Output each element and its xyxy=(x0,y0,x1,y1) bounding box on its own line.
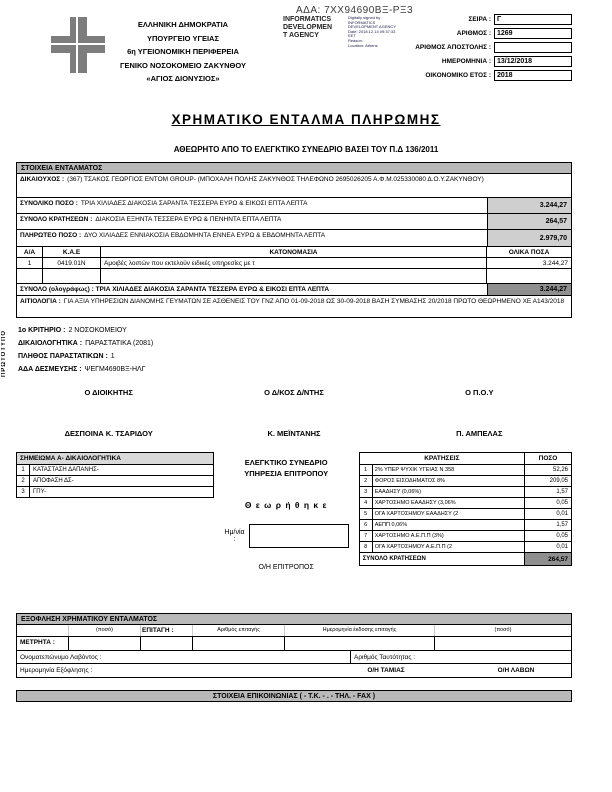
kae-data-row xyxy=(17,258,571,269)
ada-commitment-value: ΨΕΓΜ4690ΒΞ-ΗΛΓ xyxy=(84,366,146,373)
note-a-row-text: ΑΠΟΦΑΣΗ ΔΣ- xyxy=(33,478,74,484)
kae-header-name: ΚΑΤΟΝΟΜΑΣΙΑ xyxy=(101,247,487,258)
seira-value: Γ xyxy=(494,14,572,25)
deduction-amount: 0,05 xyxy=(556,500,568,506)
meta-row-apostolis xyxy=(382,42,572,53)
total-amount-words: ΤΡΙΑ ΧΙΛΙΑΔΕΣ ΔΙΑΚΟΣΙΑ ΣΑΡΑΝΤΑ ΤΕΣΣΕΡΑ ΕΥΡΩ & ΕΙΚΟΣΙ ΕΠΤΑ ΛΕΠΤΑ xyxy=(80,200,308,207)
stamp-detail-line: Date: 2018.12.14 09:37:33 xyxy=(348,28,396,34)
total-amount-row xyxy=(17,198,571,214)
deduction-name: ΕΑΑΔΗΣΥ (0,06%) xyxy=(373,487,525,497)
org-line-1: ΕΛΛΗΝΙΚΗ ΔΗΜΟΚΡΑΤΙΑ xyxy=(137,20,229,29)
deduction-row xyxy=(360,542,571,553)
org-line-4: ΓΕΝΙΚΟ ΝΟΣΟΚΟΜΕΙΟ ΖΑΚΥΝΘΟΥ xyxy=(119,60,247,70)
docs-count-label: ΠΛΗΘΟΣ ΠΑΡΑΣΤΑΤΙΚΩΝ : xyxy=(18,353,108,360)
deduction-row xyxy=(360,487,571,498)
kae-total-words: ΤΡΙΑ ΧΙΛΙΑΔΕΣ ΔΙΑΚΟΣΙΑ ΣΑΡΑΝΤΑ ΤΕΣΣΕΡΑ ΕΥΡΩ & ΕΙΚΟΣΙ ΕΠΤΑ ΛΕΠΤΑ xyxy=(95,286,330,293)
kae-empty-cell xyxy=(17,269,43,283)
deduction-num: 1 xyxy=(360,465,373,475)
kae-empty-cell xyxy=(43,269,101,283)
settlement-date-label: Ημερομηνία Εξόφλησης : xyxy=(20,667,93,674)
payee-identity-row xyxy=(17,650,571,663)
supporting-docs-value: ΠΑΡΑΣΤΑΤΙΚΑ (2081) xyxy=(85,340,154,347)
stamp-agency-name xyxy=(283,16,345,48)
signature-names-row xyxy=(16,429,572,438)
cheque-issue-date-cell xyxy=(285,636,435,650)
signature-titles-row xyxy=(16,388,572,397)
audit-court-block xyxy=(224,452,349,571)
beneficiary-value: (367) ΤΣΑΚΟΣ ΓΕΩΡΓΙΟΣ ΕΝΤΟΜ GROUP- (ΜΠΟΧΑΛΗ ΠΟΛΗΣ ΖΑΚΥΝΘΟΣ ΤΗΛΕΦΩΝΟ 2695026205 Α.Φ.Μ.025330080 Δ.Ο.Υ.ΖΑΚΥΝΘΟΥ) xyxy=(67,176,484,183)
deductions-total-label: ΣΥΝΟΛΟ ΚΡΑΤΗΣΕΩΝ xyxy=(360,553,525,565)
kae-empty-row xyxy=(17,269,571,283)
info-lines xyxy=(18,324,572,376)
deduction-name: ΧΑΡΤΟΣΗΜΟ ΕΑΑΔΗΣΥ (3,06% xyxy=(373,498,525,508)
org-line-5: «ΑΓΙΟΣ ΔΙΟΝΥΣΙΟΣ» xyxy=(146,74,220,83)
kae-header-row xyxy=(17,247,571,258)
meta-row-imerominia xyxy=(382,56,572,67)
stamp-detail-line: DEVELOPMENT AGENCY xyxy=(348,24,396,30)
arithmos-value: 1269 xyxy=(494,28,572,39)
signature-title-commander: Ο ΔΙΟΙΚΗΤΗΣ xyxy=(84,388,133,397)
meta-label: ΣΕΙΡΑ : xyxy=(468,16,491,23)
deduction-amount: 0,01 xyxy=(556,544,568,550)
deductions-total-value: 264,57 xyxy=(487,214,571,229)
ada-commitment-line xyxy=(18,363,572,376)
deduction-num: 4 xyxy=(360,498,373,508)
deduction-num: 3 xyxy=(360,487,373,497)
stamp-detail-line: INFORMATICS xyxy=(348,19,376,25)
meta-row-arithmos xyxy=(382,28,572,39)
payee-id-label: Αριθμός Ταυτότητας : xyxy=(354,653,416,661)
total-amount-label: ΣΥΝΟΛΙΚΟ ΠΟΣΟ : xyxy=(20,200,78,207)
bottom-three-columns xyxy=(16,452,572,571)
meta-row-etos xyxy=(382,70,572,81)
note-a-row-num: 1 xyxy=(17,465,30,475)
kae-empty-cell xyxy=(101,269,487,283)
cheque-issue-date-header: Ημερομηνία έκδοσης επιταγής xyxy=(285,625,435,636)
deduction-amount: 209,05 xyxy=(549,478,568,484)
criterion-value: 2 ΝΟΣΟΚΟΜΕΙΟΥ xyxy=(68,327,127,334)
note-a-row-num: 3 xyxy=(17,487,30,497)
page-subtitle: ΑΘΕΩΡΗΤΟ ΑΠΟ ΤΟ ΕΛΕΓΚΤΙΚΟ ΣΥΝΕΔΡΙΟ ΒΑΣΕΙ ΤΟΥ Π.Δ 136/2011 xyxy=(173,145,439,154)
stamp-agency-line: DEVELOPMEN xyxy=(283,24,333,31)
signature-name-1: ΔΕΣΠΟΙΝΑ Κ. ΤΣΑΡΙΔΟΥ xyxy=(64,429,153,438)
signature-name-2: Κ. ΜΕΪΝΤΑΝΗΣ xyxy=(267,429,321,438)
payment-settlement-section xyxy=(16,613,572,678)
kae-total-row xyxy=(17,283,571,295)
criterion-line xyxy=(18,324,572,337)
payment-values-row xyxy=(17,636,571,650)
payable-amount-row xyxy=(17,230,571,246)
contact-info-bar: ΣΤΟΙΧΕΙΑ ΕΠΙΚΟΙΝΩΝΙΑΣ ( - Τ.Κ. - . - ΤΗΛ. - FAX ) xyxy=(16,690,572,702)
deduction-row xyxy=(360,509,571,520)
deduction-row xyxy=(360,498,571,509)
meta-label: ΑΡΙΘΜΟΣ ΑΠΟΣΤΟΛΗΣ : xyxy=(415,44,491,51)
cheque-number-cell xyxy=(193,636,285,650)
cheque-number-header: Αριθμός επιταγής xyxy=(193,625,285,636)
payee-name-label: Ονοματεπώνυμο Λαβόντος : xyxy=(17,651,351,663)
meta-label: ΗΜΕΡΟΜΗΝΙΑ : xyxy=(441,58,491,65)
deduction-row xyxy=(360,520,571,531)
kae-row-name: Αμοιβές λοιπών που εκτελούν ειδικές υπηρεσίες με τ xyxy=(101,258,487,269)
deduction-name: ΟΓΑ ΧΑΡΤΟΣΗΜΟΥ ΕΑΑΔΗΣΥ (2 xyxy=(373,509,525,519)
docs-count-value: 1 xyxy=(110,353,115,360)
deduction-row xyxy=(360,476,571,487)
note-a-row xyxy=(17,465,213,476)
meta-label: ΟΙΚΟΝΟΜΙΚΟ ΕΤΟΣ : xyxy=(425,72,491,79)
payable-amount-label: ΠΛΗΡΩΤΕΟ ΠΟΣΟ : xyxy=(20,232,82,239)
deductions-header-name: ΚΡΑΤΗΣΕΙΣ xyxy=(360,453,525,464)
audit-date-box xyxy=(249,524,348,548)
payment-section-header: ΕΞΟΦΛΗΣΗ ΧΡΗΜΑΤΙΚΟΥ ΕΝΤΑΛΜΑΤΟΣ xyxy=(16,613,572,625)
approved-stamp-text: Θ ε ω ρ ή θ η κ ε xyxy=(244,500,328,510)
deduction-name: ΧΑΡΤΟΣΗΜΟ Α.Ε.Π.Π (3%) xyxy=(373,531,525,541)
cash-amount-header: (ποσό) xyxy=(69,625,141,636)
stamp-detail-line: Digitally signed by xyxy=(348,15,381,20)
ada-commitment-label: ΑΔΑ ΔΕΣΜΕΥΣΗΣ : xyxy=(18,366,82,373)
ada-code: ΑΔΑ: 7ΧΧ94690ΒΞ-ΡΞ3 xyxy=(296,5,414,16)
note-a-row xyxy=(17,487,213,497)
recipient-label: Ο/Η ΛΑΒΩΝ xyxy=(497,667,535,674)
prototypo-vertical-label: ΠΡΩΤΟΤΥΠΟ xyxy=(1,330,7,378)
deduction-num: 5 xyxy=(360,509,373,519)
settlement-date-row xyxy=(17,663,571,677)
document-body xyxy=(16,162,572,702)
deduction-amount: 0,05 xyxy=(556,533,568,539)
payment-headers-row xyxy=(17,625,571,636)
beneficiary-cell xyxy=(17,174,571,197)
warrant-meta-table xyxy=(382,14,572,84)
signature-name-3: Π. ΑΜΠΕΛΑΣ xyxy=(456,429,503,438)
signature-title-admin-director: Ο Δ/ΚΟΣ Δ/ΝΤΗΣ xyxy=(264,388,324,397)
stamp-agency-line: T AGENCY xyxy=(283,32,319,39)
kae-total-amount: 3.244,27 xyxy=(487,284,571,295)
kae-empty-cell xyxy=(487,269,571,283)
deductions-header-row xyxy=(360,453,571,465)
document-header xyxy=(0,12,612,108)
commissioner-label: Ο/Η ΕΠΙΤΡΟΠΟΣ xyxy=(258,564,314,571)
deduction-amount: 1,57 xyxy=(556,522,568,528)
cheque-amount-cell xyxy=(435,636,571,650)
note-a-row-text: ΚΑΤΑΣΤΑΣΗ ΔΑΠΑΝΗΣ- xyxy=(33,467,99,473)
deduction-name: ΑΕΠΠ 0,06% xyxy=(373,520,525,530)
deduction-row xyxy=(360,465,571,476)
kae-total-text xyxy=(17,284,487,295)
deduction-name: ΟΓΑ ΧΑΡΤΟΣΗΜΟΥ Α.Ε.Π.Π (2 xyxy=(373,542,525,552)
kae-header-code: Κ.Α.Ε xyxy=(43,247,101,258)
organization-block xyxy=(92,20,274,88)
kae-table xyxy=(16,247,572,296)
deductions-total-amount: 264,57 xyxy=(525,553,571,565)
signature-title-finance-head: Ο Π.Ο.Υ xyxy=(465,388,494,397)
etos-value: 2018 xyxy=(494,70,572,81)
deduction-num: 6 xyxy=(360,520,373,530)
payment-table xyxy=(16,625,572,678)
justification-box xyxy=(16,296,572,318)
audit-date-label: Ημ/νία : xyxy=(224,529,245,543)
deduction-num: 2 xyxy=(360,476,373,486)
page-title: ΧΡΗΜΑΤΙΚΟ ΕΝΤΑΛΜΑ ΠΛΗΡΩΜΗΣ xyxy=(171,112,441,127)
section-header-entalma: ΣΤΟΙΧΕΙΑ ΕΝΤΑΛΜΑΤΟΣ xyxy=(16,162,572,174)
note-a-row xyxy=(17,476,213,487)
deduction-amount: 1,57 xyxy=(556,489,568,495)
supporting-docs-label: ΔΙΚΑΙΟΛΟΓΗΤΙΚΑ : xyxy=(18,340,83,347)
justification-label: ΑΙΤΙΟΛΟΓΙΑ : xyxy=(20,298,61,305)
deductions-total-row xyxy=(17,214,571,230)
total-amount-value: 3.244,27 xyxy=(487,198,571,213)
meta-label: ΑΡΙΘΜΟΣ : xyxy=(456,30,491,37)
deductions-total-words: ΔΙΑΚΟΣΙΑ ΕΞΗΝΤΑ ΤΕΣΣΕΡΑ ΕΥΡΩ & ΠΕΝΗΝΤΑ ΕΠΤΑ ΛΕΠΤΑ xyxy=(95,216,282,223)
deduction-num: 7 xyxy=(360,531,373,541)
cheque-label: ΕΠΙΤΑΓΗ : xyxy=(141,625,193,636)
supporting-docs-line xyxy=(18,337,572,350)
stamp-detail-line: Location: Athens xyxy=(348,42,378,48)
payment-empty-cell xyxy=(17,625,69,636)
meta-row-seira xyxy=(382,14,572,25)
stamp-detail-line: Reason: xyxy=(348,37,363,43)
note-a-header: ΣΗΜΕΙΩΜΑ Α- ΔΙΚΑΙΟΛΟΓΗΤΙΚΑ xyxy=(17,453,213,465)
docs-count-line xyxy=(18,350,572,363)
cheque-amount-header: (ποσό) xyxy=(494,627,512,633)
beneficiary-label: ΔΙΚΑΙΟΥΧΟΣ : xyxy=(20,176,65,183)
org-line-3: 6η ΥΓΕΙΟΝΟΜΙΚΗ ΠΕΡΙΦΕΡΕΙΑ xyxy=(127,47,239,56)
kae-header-amount: ΟΛΙΚΑ ΠΟΣΑ xyxy=(487,247,571,258)
audit-date-row xyxy=(224,524,349,548)
stamp-agency-line: INFORMATICS xyxy=(283,16,332,23)
cheque-empty-cell xyxy=(141,636,193,650)
deduction-amount: 0,01 xyxy=(556,511,568,517)
imerominia-value: 13/12/2018 xyxy=(494,56,572,67)
note-a-table xyxy=(16,452,214,498)
deductions-total-label: ΣΥΝΟΛΟ ΚΡΑΤΗΣΕΩΝ : xyxy=(20,216,93,223)
apostolis-value xyxy=(494,42,572,53)
audit-court-line-2: ΥΠΗΡΕΣΙΑ ΕΠΙΤΡΟΠΟΥ xyxy=(244,469,329,478)
cashier-label: Ο/Η ΤΑΜΙΑΣ xyxy=(367,667,405,674)
kae-row-amount: 3.244,27 xyxy=(487,258,571,269)
note-a-row-text: ΓΠΥ- xyxy=(33,489,47,495)
beneficiary-row xyxy=(17,174,571,198)
stamp-detail-line: EET xyxy=(348,33,356,39)
kae-row-code: 0419.01Ν xyxy=(43,258,101,269)
total-amount-cell xyxy=(17,198,487,213)
deduction-amount: 52,26 xyxy=(552,467,568,473)
justification-text: ΓΙΑ ΑΞΙΑ ΥΠΗΡΕΣΙΩΝ ΔΙΑΝΟΜΗΣ ΓΕΥΜΑΤΩΝ ΣΕ ΑΣΘΕΝΕΙΣ ΤΟΥ ΓΝΖ ΑΠΟ 01-09-2018 ΩΣ 30-09-2018 ΒΑΣΗ ΣΥΜΒΑΣΗΣ 20/2018 ΠΡΩΤΟ ΘΕΩΡΗΜΕΝΟ ΧΕ Α143/2018 xyxy=(63,298,565,305)
note-a-row-num: 2 xyxy=(17,476,30,486)
deductions-table xyxy=(359,452,572,566)
kae-header-aa: Α/Α xyxy=(17,247,43,258)
deduction-name: 2% ΥΠΕΡ ΨΥΧΙΚ ΥΓΕΙΑΣ Ν 358 xyxy=(373,465,525,475)
kae-total-label: ΣΥΝΟΛΟ (ολογράφως) : xyxy=(20,286,94,293)
cash-amount-cell xyxy=(69,636,141,650)
payable-amount-cell xyxy=(17,230,487,246)
deductions-header-amount: ΠΟΣΟ xyxy=(538,455,558,462)
deduction-row xyxy=(360,531,571,542)
audit-court-line-1: ΕΛΕΓΚΤΙΚΟ ΣΥΝΕΔΡΙΟ xyxy=(244,458,328,467)
criterion-label: 1ο ΚΡΙΤΗΡΙΟ : xyxy=(18,327,66,334)
kae-row-aa: 1 xyxy=(17,258,43,269)
cash-label: ΜΕΤΡΗΤΑ : xyxy=(17,636,69,650)
deduction-num: 8 xyxy=(360,542,373,552)
deduction-name: ΦΟΡΟΣ ΕΙΣΟΔΗΜΑΤΟΣ 8% xyxy=(373,476,525,486)
payable-amount-words: ΔΥΟ ΧΙΛΙΑΔΕΣ ΕΝΝΙΑΚΟΣΙΑ ΕΒΔΟΜΗΝΤΑ ΕΝΝΕΑ ΕΥΡΩ & ΕΒΔΟΜΗΝΤΑ ΛΕΠΤΑ xyxy=(84,232,326,239)
org-line-2: ΥΠΟΥΡΓΕΙΟ ΥΓΕΙΑΣ xyxy=(147,33,219,43)
deductions-total-row xyxy=(360,553,571,565)
warrant-details-table xyxy=(16,174,572,247)
deductions-total-cell xyxy=(17,214,487,229)
payable-amount-value: 2.979,70 xyxy=(487,230,571,246)
